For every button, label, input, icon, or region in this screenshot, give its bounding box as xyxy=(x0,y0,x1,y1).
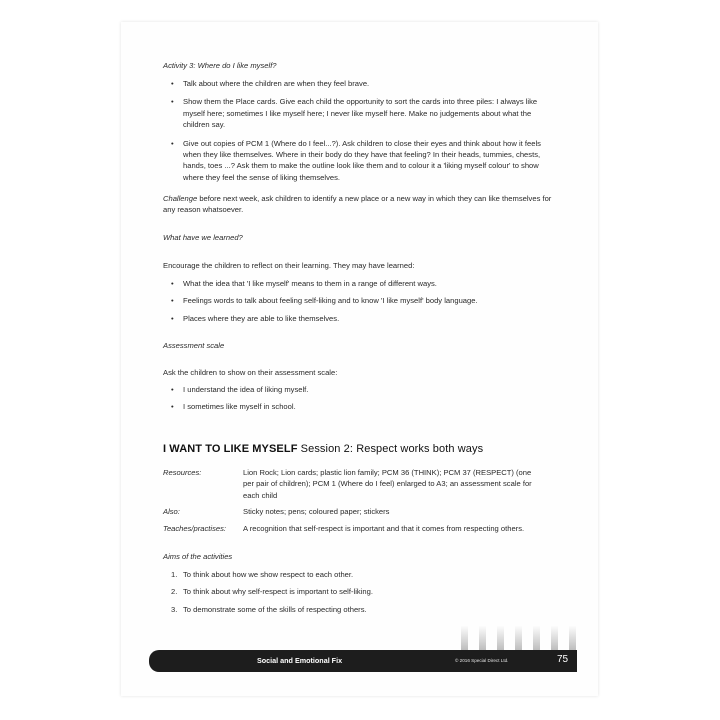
learned-heading: What have we learned? xyxy=(163,233,243,242)
list-number: 1. xyxy=(171,570,178,579)
list-number: 3. xyxy=(171,604,178,614)
list-item: • Places where they are able to like themselves. xyxy=(163,313,543,324)
footer-bar xyxy=(149,650,577,672)
list-item xyxy=(163,586,543,597)
challenge-label: Challenge xyxy=(163,194,198,203)
list-item: • Show them the Place cards. Give each child the opportunity to sort the cards into three piles: I always like myself here; sometimes I like myself here; I never like myself here. Make no judgements about what the children say. xyxy=(163,96,543,130)
list-item: • Give out copies of PCM 1 (Where do I feel...?). Ask children to close their eyes and think about how it feels when they like themselves. Where in their body do they have that feeling? In their heads, tummies, chests, hands, toes ...? Ask them to make the outline look like them and to colour it a 'liking myself colour' to show where they feel the sense of liking themselves. xyxy=(163,138,543,184)
session-title xyxy=(163,443,483,455)
challenge-text: before next week, ask children to identify a new place or a new way in which they can like themselves for any reason whatsoever. xyxy=(163,194,552,215)
resources-value: Lion Rock; Lion cards; plastic lion family; PCM 36 (THINK); PCM 37 (RESPECT) (one per pair of children); PCM 1 (Where do I feel) enlarged to A3; an assessment scale for each child xyxy=(243,468,532,500)
list-item: • Talk about where the children are when they feel brave. xyxy=(163,78,543,89)
list-item: • What the idea that 'I like myself' means to them in a range of different ways. xyxy=(163,278,543,289)
also-label: Also: xyxy=(163,507,180,516)
list-item: • Feelings words to talk about feeling self-liking and to know 'I like myself' body language. xyxy=(163,295,543,306)
teaches-row xyxy=(163,523,583,535)
resources-row xyxy=(163,467,583,503)
assessment-intro: Ask the children to show on their assessment scale: xyxy=(163,368,338,377)
learned-intro: Encourage the children to reflect on their learning. They may have learned: xyxy=(163,261,415,270)
also-row xyxy=(163,506,583,518)
list-item xyxy=(163,604,543,615)
session-title-rest: Session 2: Respect works both ways xyxy=(297,443,484,455)
list-text: To demonstrate some of the skills of respecting others. xyxy=(183,604,367,614)
activity3-heading: Activity 3: Where do I like myself? xyxy=(163,61,277,70)
list-item xyxy=(163,569,543,580)
assessment-heading: Assessment scale xyxy=(163,341,225,350)
footer-title: Social and Emotional Fix xyxy=(257,656,343,665)
teaches-label: Teaches/practises: xyxy=(163,524,227,533)
resources-label: Resources: xyxy=(163,468,202,477)
aims-list xyxy=(163,569,543,615)
session-title-bold: I WANT TO LIKE MYSELF xyxy=(163,443,298,455)
footer-copyright: © 2016 Special Direct Ltd. xyxy=(455,658,509,663)
also-value: Sticky notes; pens; coloured paper; stickers xyxy=(243,507,390,516)
list-number: 2. xyxy=(171,587,178,597)
aims-heading: Aims of the activities xyxy=(163,552,233,561)
page-number: 75 xyxy=(557,654,569,665)
list-item: • I understand the idea of liking myself. xyxy=(163,384,543,395)
list-text: To think about how we show respect to each other. xyxy=(183,570,354,579)
learned-bullet-list xyxy=(163,278,543,324)
document-page xyxy=(121,22,598,696)
challenge-paragraph xyxy=(163,193,563,216)
list-text: To think about why self-respect is important to self-liking. xyxy=(183,587,373,597)
teaches-value: A recognition that self-respect is important and that it comes from respecting others. xyxy=(243,524,525,533)
activity3-bullet-list xyxy=(163,78,543,183)
list-item: • I sometimes like myself in school. xyxy=(163,401,543,412)
assessment-bullet-list xyxy=(163,384,543,413)
